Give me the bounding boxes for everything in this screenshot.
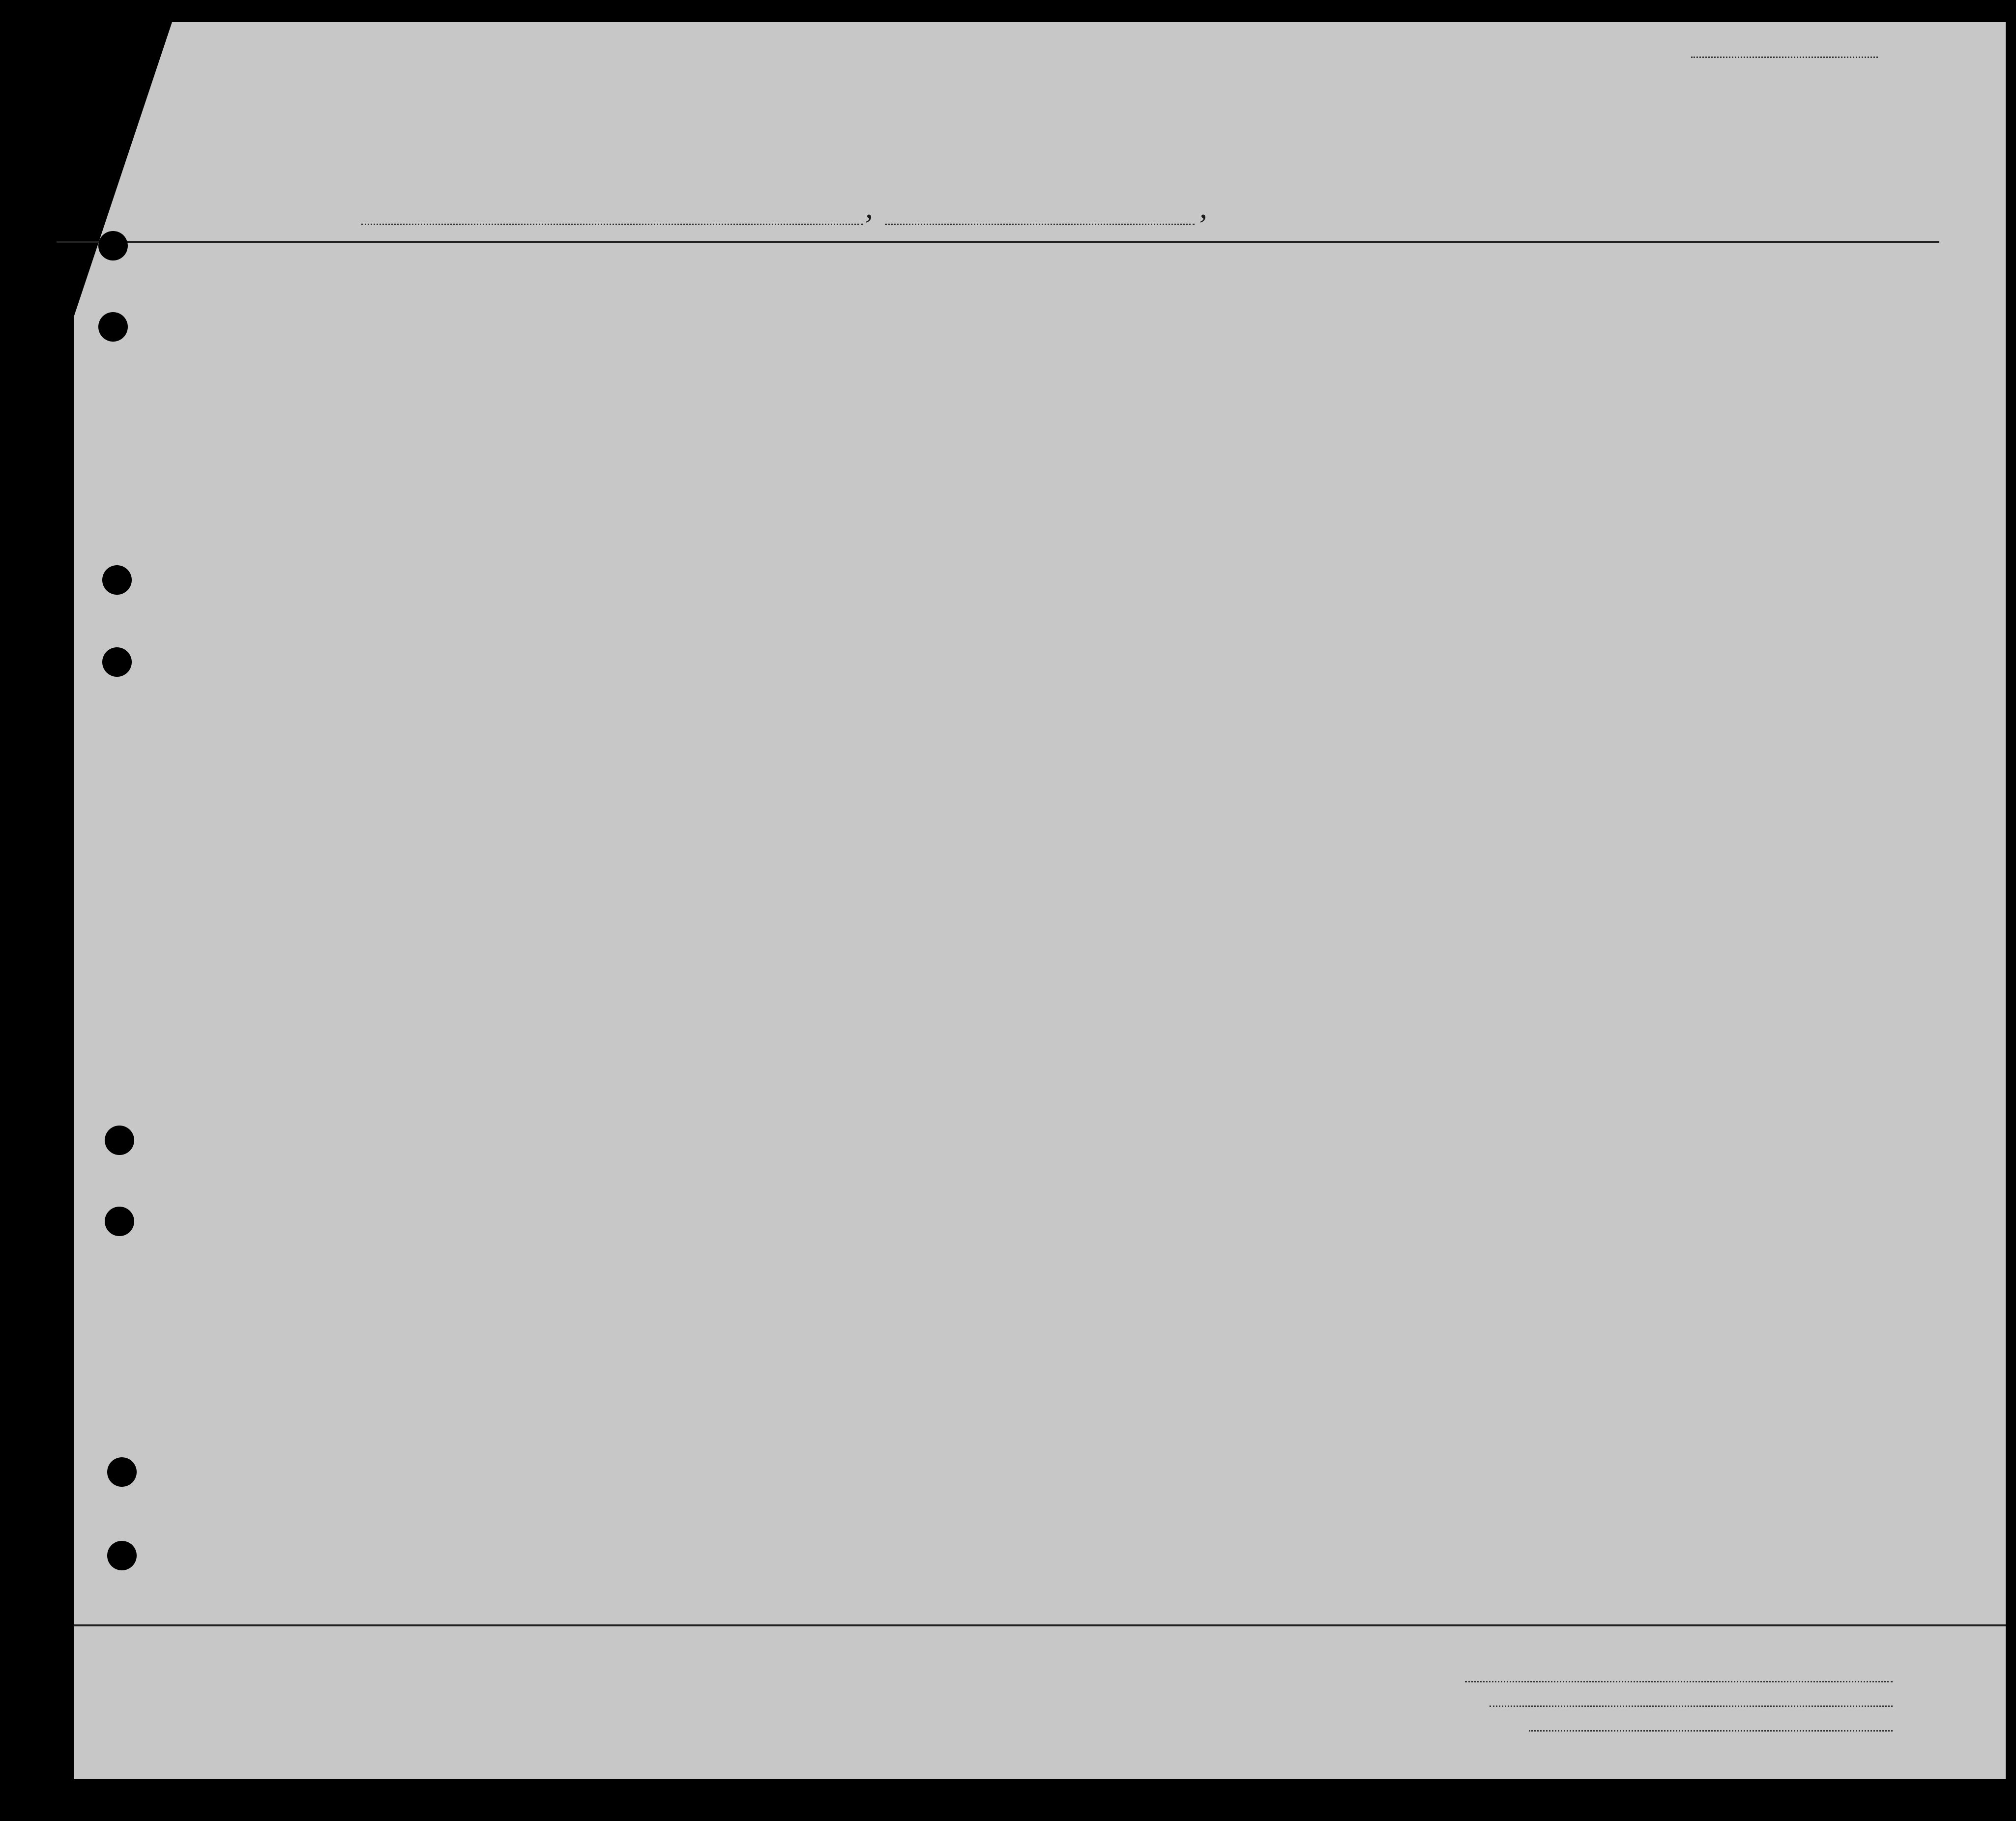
agent-owners-field [1490,1705,1893,1707]
binder-hole [105,1207,134,1236]
comma-1: , [865,190,873,225]
footer-rule [74,1624,2006,1626]
comma-2: , [1199,190,1207,225]
binder-hole [102,647,132,677]
binder-hole [98,231,128,260]
col24-c [1257,319,1282,418]
binder-hole [107,1541,137,1570]
col31-header [1496,285,1516,418]
col29-header [1438,285,1467,418]
col30-header [1473,285,1492,418]
col25-header [1292,285,1321,418]
col24-a [1175,319,1214,418]
binder-hole [105,1126,134,1155]
col28-header [1382,285,1432,418]
col24-b [1225,319,1250,418]
agent-local-field [1529,1730,1893,1732]
agent-line-field [1465,1681,1893,1682]
binder-hole [98,312,128,342]
binder-hole [107,1457,137,1487]
binder-hole [102,565,132,595]
